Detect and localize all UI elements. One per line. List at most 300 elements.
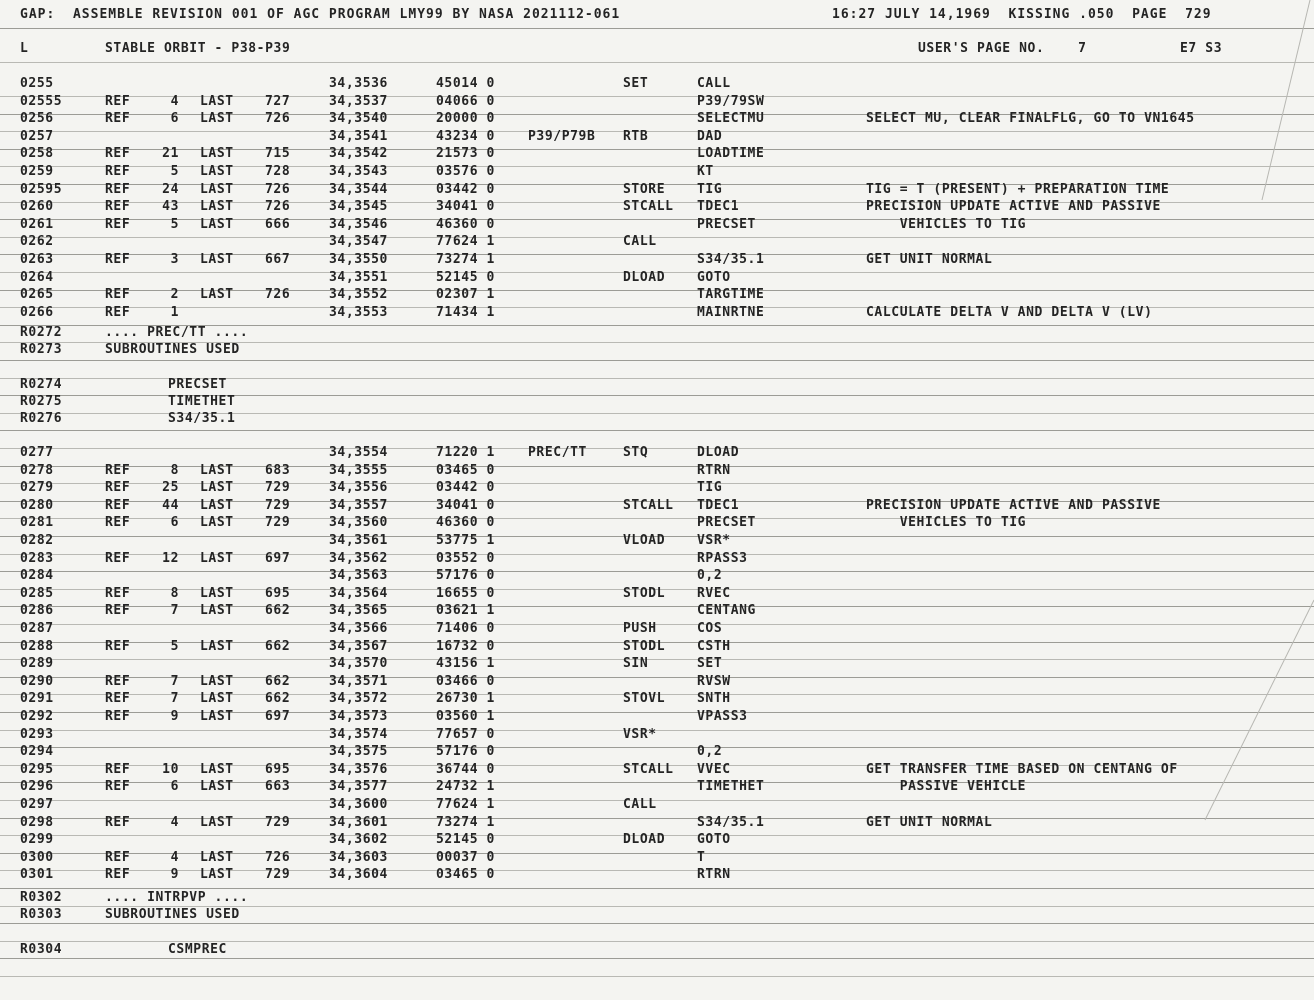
last-marker: LAST bbox=[200, 603, 234, 619]
ref-marker: REF bbox=[105, 304, 131, 320]
line-number: 0278 bbox=[20, 462, 54, 478]
octal-code: 53775 1 bbox=[436, 533, 495, 548]
memory-address: 34,3544 bbox=[329, 181, 388, 197]
comment: PRECISION UPDATE ACTIVE AND PASSIVE bbox=[866, 199, 1161, 215]
listing-row bbox=[0, 690, 1314, 707]
last-line: 729 bbox=[265, 814, 291, 830]
ref-count: 5 bbox=[170, 164, 179, 179]
listing-row bbox=[0, 814, 1314, 831]
octal-code: 02307 1 bbox=[436, 287, 495, 303]
line-number: 0292 bbox=[20, 709, 54, 724]
last-marker: LAST bbox=[200, 867, 234, 883]
operand: TDEC1 bbox=[697, 199, 740, 215]
memory-address: 34,3572 bbox=[329, 691, 388, 707]
listing-row bbox=[0, 796, 1314, 813]
listing-header-left: GAP: ASSEMBLE REVISION 001 OF AGC PROGRAM LMY99 BY NASA 2021112-061 bbox=[20, 7, 621, 22]
memory-address: 34,3604 bbox=[329, 867, 388, 883]
code-label: PREC/TT bbox=[528, 445, 587, 460]
last-marker: LAST bbox=[200, 216, 234, 232]
ref-marker: REF bbox=[105, 93, 131, 109]
listing-row bbox=[0, 514, 1314, 531]
last-marker: LAST bbox=[200, 814, 234, 830]
listing-row bbox=[0, 708, 1314, 725]
octal-code: 71220 1 bbox=[436, 445, 495, 460]
octal-code: 52145 0 bbox=[436, 269, 495, 285]
operand: 0,2 bbox=[697, 744, 723, 760]
ref-count: 8 bbox=[170, 462, 179, 478]
ref-count: 44 bbox=[162, 497, 179, 513]
memory-address: 34,3602 bbox=[329, 832, 388, 848]
memory-address: 34,3551 bbox=[329, 269, 388, 285]
ref-marker: REF bbox=[105, 691, 131, 707]
listing-row bbox=[0, 181, 1314, 198]
line-number: 0288 bbox=[20, 638, 54, 654]
operand: TIMETHET bbox=[697, 779, 765, 795]
block-divider-seq: R0302 bbox=[20, 890, 63, 905]
last-marker: LAST bbox=[200, 480, 234, 496]
listing-row bbox=[0, 163, 1314, 180]
operand: S34/35.1 bbox=[697, 814, 765, 830]
paper-rule bbox=[0, 923, 1314, 924]
last-marker: LAST bbox=[200, 779, 234, 795]
ref-count: 4 bbox=[170, 93, 179, 109]
line-number: 02555 bbox=[20, 93, 63, 109]
memory-address: 34,3567 bbox=[329, 638, 388, 654]
line-number: 0287 bbox=[20, 621, 54, 636]
ref-marker: REF bbox=[105, 550, 131, 566]
opcode: DLOAD bbox=[623, 269, 666, 285]
paper-rule bbox=[0, 958, 1314, 959]
operand: RTRN bbox=[697, 462, 731, 478]
memory-address: 34,3540 bbox=[329, 111, 388, 127]
memory-address: 34,3576 bbox=[329, 761, 388, 777]
line-number: 0258 bbox=[20, 146, 54, 162]
last-marker: LAST bbox=[200, 691, 234, 707]
octal-code: 57176 0 bbox=[436, 744, 495, 760]
operand: LOADTIME bbox=[697, 146, 765, 162]
block-divider-seq: R0272 bbox=[20, 325, 63, 340]
operand: RVSW bbox=[697, 673, 731, 689]
section-mark: L bbox=[20, 41, 29, 56]
ref-count: 21 bbox=[162, 146, 179, 162]
listing-row bbox=[0, 462, 1314, 479]
line-number: 0263 bbox=[20, 252, 54, 267]
last-marker: LAST bbox=[200, 638, 234, 654]
last-line: 726 bbox=[265, 181, 291, 197]
operand: TIG bbox=[697, 480, 723, 496]
last-line: 662 bbox=[265, 638, 291, 654]
listing-row bbox=[0, 620, 1314, 637]
ref-count: 25 bbox=[162, 480, 179, 496]
operand: TIG bbox=[697, 181, 723, 197]
comment: GET TRANSFER TIME BASED ON CENTANG OF bbox=[866, 761, 1178, 777]
code-label: P39/P79B bbox=[528, 128, 596, 144]
ref-count: 5 bbox=[170, 638, 179, 654]
listing-row bbox=[0, 743, 1314, 760]
listing-row bbox=[0, 198, 1314, 215]
memory-address: 34,3543 bbox=[329, 164, 388, 179]
line-number: 0284 bbox=[20, 568, 54, 584]
last-line: 667 bbox=[265, 252, 291, 267]
listing-row bbox=[0, 216, 1314, 233]
ref-count: 4 bbox=[170, 814, 179, 830]
ref-count: 3 bbox=[170, 252, 179, 267]
listing-header-right: 16:27 JULY 14,1969 KISSING .050 PAGE 729 bbox=[832, 7, 1212, 22]
octal-code: 46360 0 bbox=[436, 216, 495, 232]
last-marker: LAST bbox=[200, 585, 234, 601]
opcode: CALL bbox=[623, 797, 657, 812]
listing-row bbox=[0, 550, 1314, 567]
opcode: VSR* bbox=[623, 726, 657, 742]
operand: SELECTMU bbox=[697, 111, 765, 127]
memory-address: 34,3556 bbox=[329, 480, 388, 496]
last-line: 726 bbox=[265, 199, 291, 215]
last-line: 666 bbox=[265, 216, 291, 232]
listing-row bbox=[0, 110, 1314, 127]
subroutine-seq: R0304 bbox=[20, 942, 63, 957]
operand: S34/35.1 bbox=[697, 252, 765, 267]
ref-marker: REF bbox=[105, 779, 131, 795]
operand: COS bbox=[697, 621, 723, 636]
ref-count: 4 bbox=[170, 849, 179, 865]
listing-row bbox=[0, 233, 1314, 250]
operand: TDEC1 bbox=[697, 497, 740, 513]
ref-count: 24 bbox=[162, 181, 179, 197]
octal-code: 03465 0 bbox=[436, 462, 495, 478]
last-line: 662 bbox=[265, 673, 291, 689]
section-title: STABLE ORBIT - P38-P39 bbox=[105, 41, 291, 56]
line-number: 0280 bbox=[20, 497, 54, 513]
line-number: 0257 bbox=[20, 128, 54, 144]
octal-code: 71434 1 bbox=[436, 304, 495, 320]
octal-code: 46360 0 bbox=[436, 515, 495, 531]
memory-address: 34,3537 bbox=[329, 93, 388, 109]
last-marker: LAST bbox=[200, 673, 234, 689]
listing-row bbox=[0, 849, 1314, 866]
memory-address: 34,3574 bbox=[329, 726, 388, 742]
paper-rule bbox=[0, 28, 1314, 29]
line-number: 0255 bbox=[20, 76, 54, 91]
last-marker: LAST bbox=[200, 164, 234, 179]
ref-marker: REF bbox=[105, 164, 131, 179]
line-number: 0282 bbox=[20, 533, 54, 548]
ref-marker: REF bbox=[105, 603, 131, 619]
paper-rule bbox=[0, 360, 1314, 361]
listing-row bbox=[0, 128, 1314, 145]
line-number: 0301 bbox=[20, 867, 54, 883]
operand: DLOAD bbox=[697, 445, 740, 460]
paper-rule bbox=[0, 62, 1314, 63]
opcode: STCALL bbox=[623, 497, 674, 513]
paper-rule bbox=[0, 976, 1314, 977]
ref-count: 7 bbox=[170, 673, 179, 689]
line-number: 0277 bbox=[20, 445, 54, 460]
memory-address: 34,3547 bbox=[329, 234, 388, 250]
opcode: SIN bbox=[623, 656, 649, 672]
memory-address: 34,3541 bbox=[329, 128, 388, 144]
listing-row bbox=[0, 673, 1314, 690]
listing-row bbox=[0, 655, 1314, 672]
last-line: 662 bbox=[265, 691, 291, 707]
listing-row bbox=[0, 75, 1314, 92]
opcode: STCALL bbox=[623, 761, 674, 777]
memory-address: 34,3546 bbox=[329, 216, 388, 232]
ref-count: 10 bbox=[162, 761, 179, 777]
memory-address: 34,3561 bbox=[329, 533, 388, 548]
memory-address: 34,3603 bbox=[329, 849, 388, 865]
octal-code: 03442 0 bbox=[436, 181, 495, 197]
memory-address: 34,3563 bbox=[329, 568, 388, 584]
last-line: 727 bbox=[265, 93, 291, 109]
octal-code: 03621 1 bbox=[436, 603, 495, 619]
opcode: DLOAD bbox=[623, 832, 666, 848]
line-number: 0294 bbox=[20, 744, 54, 760]
users-page-number: USER'S PAGE NO. 7 bbox=[918, 41, 1087, 56]
operand: RTRN bbox=[697, 867, 731, 883]
line-number: 0290 bbox=[20, 673, 54, 689]
operand: MAINRTNE bbox=[697, 304, 765, 320]
last-marker: LAST bbox=[200, 462, 234, 478]
opcode: SET bbox=[623, 76, 649, 91]
operand: CALL bbox=[697, 76, 731, 91]
line-number: 0261 bbox=[20, 216, 54, 232]
octal-code: 77624 1 bbox=[436, 234, 495, 250]
listing-row bbox=[0, 444, 1314, 461]
ref-count: 9 bbox=[170, 867, 179, 883]
opcode: STODL bbox=[623, 638, 666, 654]
operand: SNTH bbox=[697, 691, 731, 707]
last-line: 726 bbox=[265, 111, 291, 127]
memory-address: 34,3570 bbox=[329, 656, 388, 672]
listing-row bbox=[0, 585, 1314, 602]
last-marker: LAST bbox=[200, 497, 234, 513]
opcode: STORE bbox=[623, 181, 666, 197]
octal-code: 03466 0 bbox=[436, 673, 495, 689]
subroutine-name: S34/35.1 bbox=[168, 411, 236, 426]
comment: PRECISION UPDATE ACTIVE AND PASSIVE bbox=[866, 497, 1161, 513]
line-number: 0300 bbox=[20, 849, 54, 865]
line-number: 0279 bbox=[20, 480, 54, 496]
ref-marker: REF bbox=[105, 146, 131, 162]
octal-code: 34041 0 bbox=[436, 199, 495, 215]
line-number: 0265 bbox=[20, 287, 54, 303]
ref-count: 6 bbox=[170, 779, 179, 795]
memory-address: 34,3565 bbox=[329, 603, 388, 619]
subroutine-seq: R0276 bbox=[20, 411, 63, 426]
last-marker: LAST bbox=[200, 287, 234, 303]
last-marker: LAST bbox=[200, 111, 234, 127]
listing-row bbox=[0, 286, 1314, 303]
ref-marker: REF bbox=[105, 252, 131, 267]
line-number: 0299 bbox=[20, 832, 54, 848]
last-marker: LAST bbox=[200, 93, 234, 109]
listing-row bbox=[0, 778, 1314, 795]
memory-address: 34,3554 bbox=[329, 445, 388, 460]
subroutines-used-label: SUBROUTINES USED bbox=[105, 907, 240, 922]
line-number: 0289 bbox=[20, 656, 54, 672]
listing-row bbox=[0, 251, 1314, 268]
ref-marker: REF bbox=[105, 585, 131, 601]
opcode: STCALL bbox=[623, 199, 674, 215]
ref-marker: REF bbox=[105, 216, 131, 232]
last-line: 662 bbox=[265, 603, 291, 619]
ref-marker: REF bbox=[105, 849, 131, 865]
last-line: 729 bbox=[265, 497, 291, 513]
octal-code: 45014 0 bbox=[436, 76, 495, 91]
listing-row bbox=[0, 602, 1314, 619]
block-divider-text: .... PREC/TT .... bbox=[105, 325, 249, 340]
operand: VVEC bbox=[697, 761, 731, 777]
octal-code: 24732 1 bbox=[436, 779, 495, 795]
operand: KT bbox=[697, 164, 714, 179]
block-divider-text: .... INTRPVP .... bbox=[105, 890, 249, 905]
line-number: 0266 bbox=[20, 304, 54, 320]
listing-row bbox=[0, 479, 1314, 496]
octal-code: 16655 0 bbox=[436, 585, 495, 601]
line-number: 0260 bbox=[20, 199, 54, 215]
subroutines-used-seq: R0273 bbox=[20, 342, 63, 357]
operand: T bbox=[697, 849, 706, 865]
last-line: 697 bbox=[265, 550, 291, 566]
line-number: 0298 bbox=[20, 814, 54, 830]
last-line: 729 bbox=[265, 480, 291, 496]
octal-code: 73274 1 bbox=[436, 814, 495, 830]
listing-row bbox=[0, 497, 1314, 514]
subroutines-used-seq: R0303 bbox=[20, 907, 63, 922]
line-number: 0283 bbox=[20, 550, 54, 566]
ref-marker: REF bbox=[105, 497, 131, 513]
octal-code: 00037 0 bbox=[436, 849, 495, 865]
memory-address: 34,3553 bbox=[329, 304, 388, 320]
ref-marker: REF bbox=[105, 181, 131, 197]
comment: VEHICLES TO TIG bbox=[866, 216, 1027, 232]
ref-marker: REF bbox=[105, 462, 131, 478]
ref-marker: REF bbox=[105, 867, 131, 883]
operand: RPASS3 bbox=[697, 550, 748, 566]
listing-row bbox=[0, 726, 1314, 743]
operand: PRECSET bbox=[697, 216, 756, 232]
ref-marker: REF bbox=[105, 709, 131, 724]
opcode: RTB bbox=[623, 128, 649, 144]
subroutine-name: PRECSET bbox=[168, 377, 227, 392]
last-line: 697 bbox=[265, 709, 291, 724]
opcode: STODL bbox=[623, 585, 666, 601]
line-number: 0285 bbox=[20, 585, 54, 601]
listing-row bbox=[0, 831, 1314, 848]
last-line: 663 bbox=[265, 779, 291, 795]
memory-address: 34,3555 bbox=[329, 462, 388, 478]
octal-code: 04066 0 bbox=[436, 93, 495, 109]
memory-address: 34,3575 bbox=[329, 744, 388, 760]
opcode: STQ bbox=[623, 445, 649, 460]
last-marker: LAST bbox=[200, 181, 234, 197]
memory-address: 34,3542 bbox=[329, 146, 388, 162]
listing-row bbox=[0, 866, 1314, 883]
ref-marker: REF bbox=[105, 673, 131, 689]
last-marker: LAST bbox=[200, 849, 234, 865]
octal-code: 77624 1 bbox=[436, 797, 495, 812]
operand: GOTO bbox=[697, 832, 731, 848]
line-number: 0262 bbox=[20, 234, 54, 250]
line-number: 0281 bbox=[20, 515, 54, 531]
ref-count: 43 bbox=[162, 199, 179, 215]
ref-count: 9 bbox=[170, 709, 179, 724]
line-number: 0297 bbox=[20, 797, 54, 812]
last-marker: LAST bbox=[200, 199, 234, 215]
octal-code: 34041 0 bbox=[436, 497, 495, 513]
operand: P39/79SW bbox=[697, 93, 765, 109]
last-line: 695 bbox=[265, 585, 291, 601]
opcode: VLOAD bbox=[623, 533, 666, 548]
line-number: 0293 bbox=[20, 726, 54, 742]
ref-count: 5 bbox=[170, 216, 179, 232]
ref-count: 7 bbox=[170, 691, 179, 707]
line-number: 0296 bbox=[20, 779, 54, 795]
operand: 0,2 bbox=[697, 568, 723, 584]
ref-marker: REF bbox=[105, 287, 131, 303]
subroutine-name: CSMPREC bbox=[168, 942, 227, 957]
memory-address: 34,3600 bbox=[329, 797, 388, 812]
ref-marker: REF bbox=[105, 480, 131, 496]
line-number: 0256 bbox=[20, 111, 54, 127]
listing-row bbox=[0, 304, 1314, 321]
comment: GET UNIT NORMAL bbox=[866, 252, 993, 267]
octal-code: 03552 0 bbox=[436, 550, 495, 566]
octal-code: 43156 1 bbox=[436, 656, 495, 672]
operand: CENTANG bbox=[697, 603, 756, 619]
subroutine-seq: R0274 bbox=[20, 377, 63, 392]
ref-marker: REF bbox=[105, 761, 131, 777]
comment: VEHICLES TO TIG bbox=[866, 515, 1027, 531]
last-line: 726 bbox=[265, 849, 291, 865]
memory-address: 34,3560 bbox=[329, 515, 388, 531]
comment: GET UNIT NORMAL bbox=[866, 814, 993, 830]
opcode: CALL bbox=[623, 234, 657, 250]
listing-row bbox=[0, 532, 1314, 549]
operand: PRECSET bbox=[697, 515, 756, 531]
last-line: 728 bbox=[265, 164, 291, 179]
last-line: 715 bbox=[265, 146, 291, 162]
memory-address: 34,3573 bbox=[329, 709, 388, 724]
octal-code: 21573 0 bbox=[436, 146, 495, 162]
listing-row bbox=[0, 269, 1314, 286]
operand: SET bbox=[697, 656, 723, 672]
memory-address: 34,3571 bbox=[329, 673, 388, 689]
octal-code: 03442 0 bbox=[436, 480, 495, 496]
memory-address: 34,3566 bbox=[329, 621, 388, 636]
paper-rule bbox=[0, 430, 1314, 431]
line-number: 0259 bbox=[20, 164, 54, 179]
operand: DAD bbox=[697, 128, 723, 144]
ref-marker: REF bbox=[105, 111, 131, 127]
listing-row bbox=[0, 638, 1314, 655]
page-code: E7 S3 bbox=[1180, 41, 1223, 56]
last-marker: LAST bbox=[200, 709, 234, 724]
operand: CSTH bbox=[697, 638, 731, 654]
memory-address: 34,3545 bbox=[329, 199, 388, 215]
opcode: STOVL bbox=[623, 691, 666, 707]
operand: VSR* bbox=[697, 533, 731, 548]
line-number: 0291 bbox=[20, 691, 54, 707]
last-line: 683 bbox=[265, 462, 291, 478]
ref-marker: REF bbox=[105, 638, 131, 654]
ref-count: 2 bbox=[170, 287, 179, 303]
operand: TARGTIME bbox=[697, 287, 765, 303]
line-number: 0286 bbox=[20, 603, 54, 619]
subroutine-seq: R0275 bbox=[20, 394, 63, 409]
octal-code: 03560 1 bbox=[436, 709, 495, 724]
comment: CALCULATE DELTA V AND DELTA V (LV) bbox=[866, 304, 1153, 320]
